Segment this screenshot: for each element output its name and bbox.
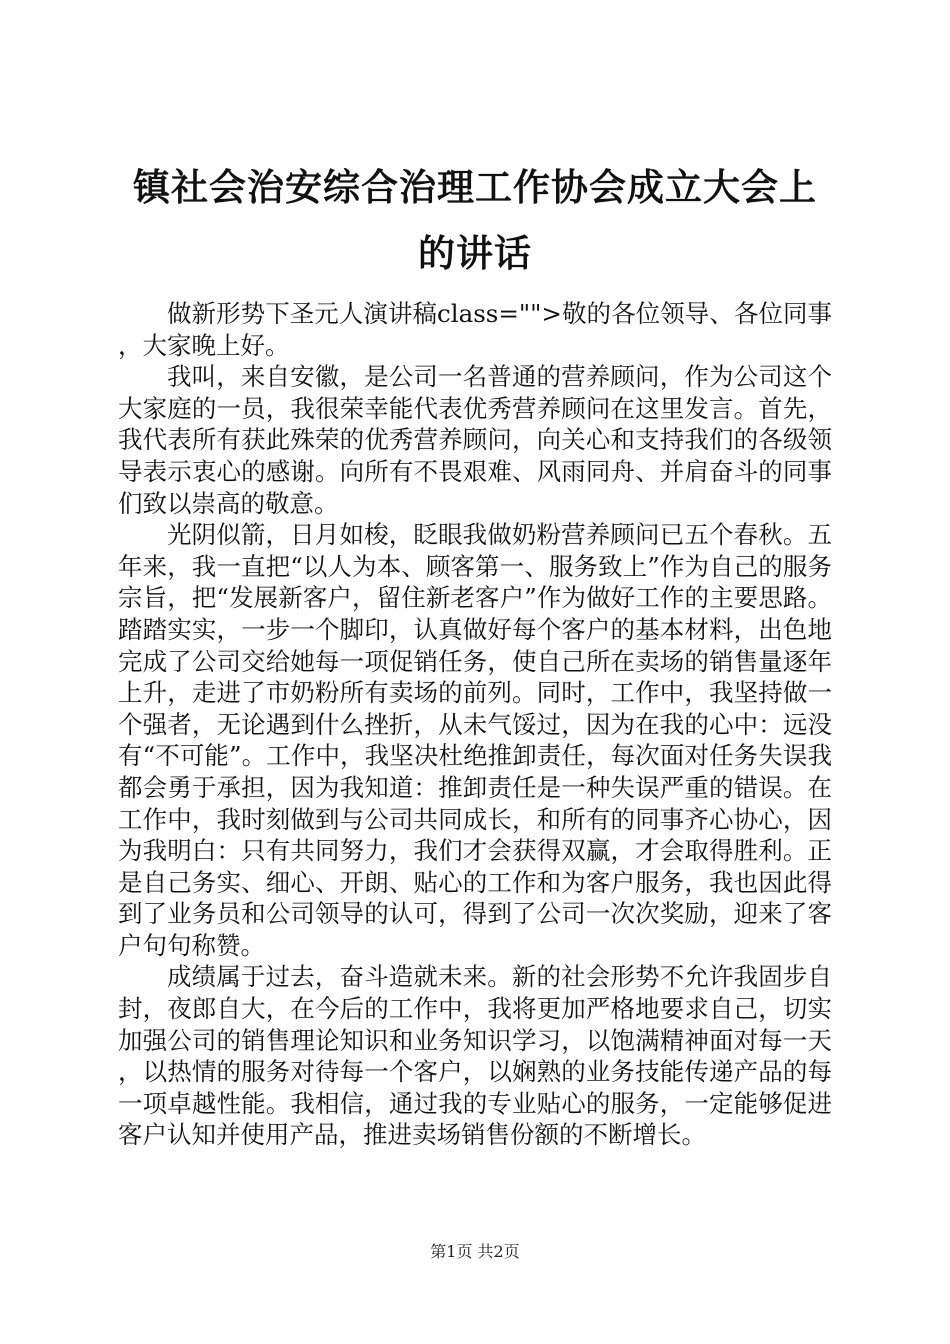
document-title: 镇社会治安综合治理工作协会成立大会上的讲话 — [133, 165, 817, 275]
paragraph: 成绩属于过去，奋斗造就未来。新的社会形势不允许我固步自封，夜郎自大，在今后的工作中，我将更加严格地要求自己，切实加强公司的销售理论知识和业务知识学习，以饱满精神面对每一天，以热情的服务对待每一个客户，以娴熟的业务技能传递产品的每一项卓越性能。我相信，通过我的专业贴心的服务，一定能够促进客户认知并使用产品，推进卖场销售份额的不断增长。 — [118, 962, 832, 1150]
paragraph: 光阴似箭，日月如梭，眨眼我做奶粉营养顾问已五个春秋。五年来，我一直把“以人为本、顾客第一、服务致上”作为自己的服务宗旨，把“发展新客户，留住新老客户”作为做好工作的主要思路。踏踏实实，一步一个脚印，认真做好每个客户的基本材料，出色地完成了公司交给她每一项促销任务，使自己所在卖场的销售量逐年上升，走进了市奶粉所有卖场的前列。同时，工作中，我坚持做一个强者，无论遇到什么挫折，从未气馁过，因为在我的心中：远没有“不可能”。工作中，我坚决杜绝推卸责任，每次面对任务失误我都会勇于承担，因为我知道：推卸责任是一种失误严重的错误。在工作中，我时刻做到与公司共同成长，和所有的同事齐心协心，因为我明白：只有共同努力，我们才会获得双赢，才会取得胜利。正是自己务实、细心、开朗、贴心的工作和为客户服务，我也因此得到了业务员和公司领导的认可，得到了公司一次次奖励，迎来了客户句句称赞。 — [118, 520, 832, 960]
page-footer: 第1页 共2页 — [430, 1242, 520, 1261]
document-body — [118, 298, 832, 1151]
paragraph: 做新形势下圣元人演讲稿class="">敬的各位领导、各位同事，大家晚上好。 — [118, 299, 832, 360]
paragraph: 我叫，来自安徽，是公司一名普通的营养顾问，作为公司这个大家庭的一员，我很荣幸能代表优秀营养顾问在这里发言。首先，我代表所有获此殊荣的优秀营养顾问，向关心和支持我们的各级领导表示衷心的感谢。向所有不畏艰难、风雨同舟、并肩奋斗的同事们致以崇高的敬意。 — [118, 362, 832, 518]
